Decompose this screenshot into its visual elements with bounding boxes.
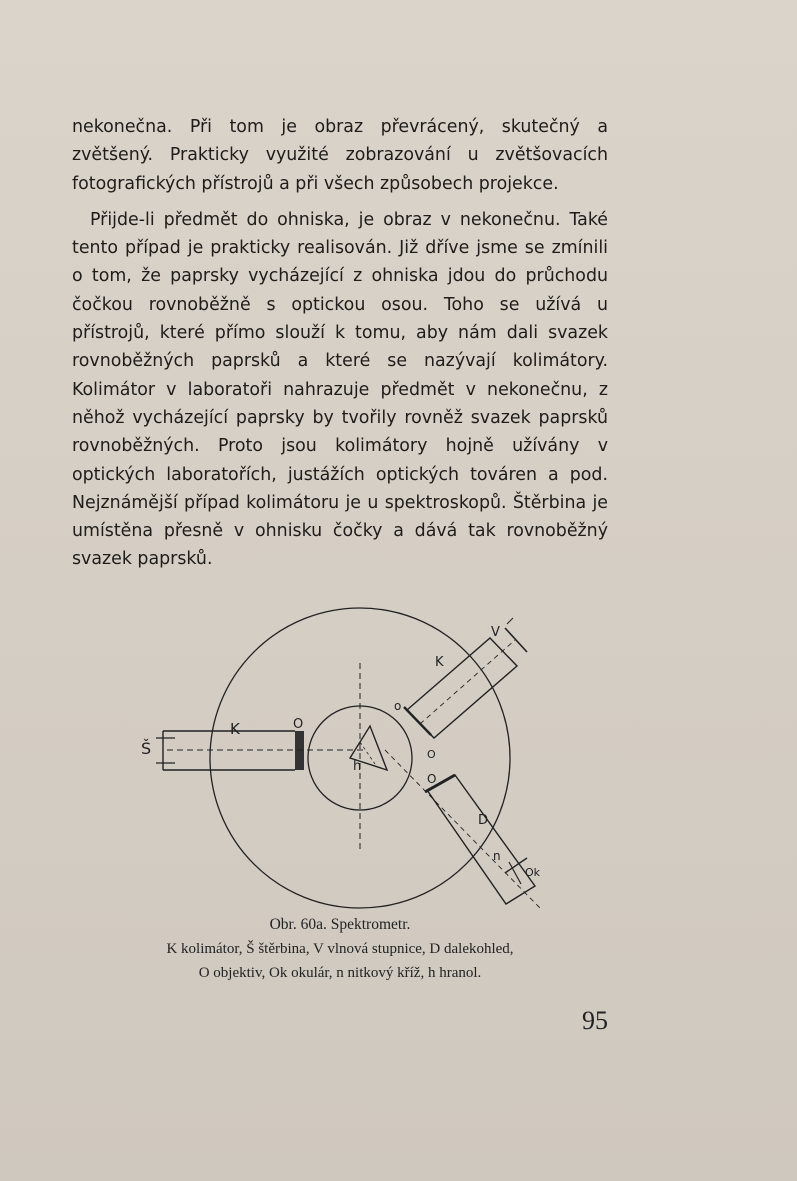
label-objective-2: o [394, 699, 402, 713]
caption-legend-line-2: O objektiv, Ok okulár, n nitkový kříž, h hranol. [198, 965, 482, 981]
label-scale-objective: O [427, 748, 436, 761]
label-crosshair: n [493, 849, 501, 863]
label-objective-1: O [293, 717, 304, 732]
caption-legend-line-1: K kolimátor, Š štěrbina, V vlnová stupnice, D dalekohled, [166, 941, 514, 957]
figure-caption [72, 914, 608, 984]
paragraph-1: nekonečna. Při tom je obraz převrácený, skutečný a zvětšený. Prakticky využité zobrazování u zvětšovacích fotografických přístrojů a při všech způsobech projekce. [72, 117, 608, 194]
page-number: 95 [582, 1006, 608, 1035]
body-text [72, 113, 608, 574]
caption-title: Obr. 60a. Spektrometr. [269, 916, 411, 933]
label-eyepiece: Ok [525, 866, 541, 879]
label-scale: V [491, 625, 500, 640]
label-slit: Š [141, 739, 152, 758]
label-collimator: K [230, 720, 240, 738]
label-telescope: D [478, 813, 489, 828]
scale-tube [404, 618, 527, 738]
label-objective-3: O [427, 772, 437, 786]
paragraph-2: Přijde-li předmět do ohniska, je obraz v nekonečnu. Také tento případ je prakticky realisován. Již dříve jsme se zmínili o tom, že paprsky vycházející z ohniska jdou do průchodu čočkou rovnoběžně s optickou osou. Toho se užívá u přístrojů, které přímo slouží k tomu, aby nám dali svazek rovnoběžných paprsků a které se nazývají kolimátory. Kolimátor v laboratoři nahrazuje předmět v nekonečnu, z něhož vycházející paprsky by tvořily rovněž svazek paprsků rovnoběžných. Proto jsou kolimátory hojně užívány v optických laboratořích, justážích optických továren a pod. Nejznámější případ kolimátoru je u spektroskopů. Štěrbina je umístěna přesně v ohnisku čočky a dává tak rovnoběžný svazek paprsků. [72, 209, 608, 570]
spectrometer-diagram [141, 618, 615, 918]
telescope-tube [385, 750, 540, 908]
label-prism: h [353, 759, 362, 774]
spectrometer-figure [141, 618, 615, 918]
label-scale-tube: K [435, 655, 444, 670]
